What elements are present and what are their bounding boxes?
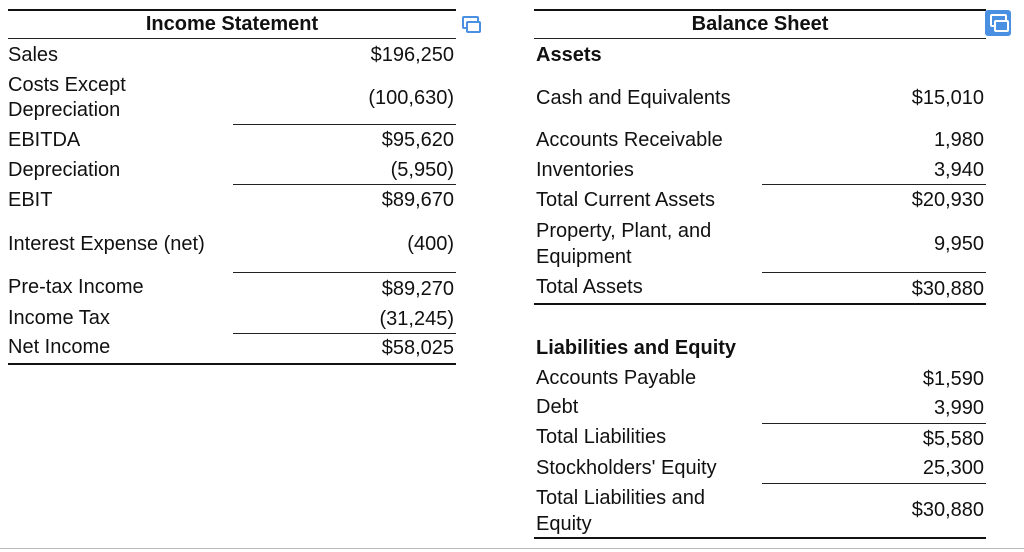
- ebitda-label: EBITDA: [8, 129, 81, 151]
- header-rule: [8, 38, 456, 39]
- cash-label: Cash and Equivalents: [536, 87, 731, 109]
- table-top-rule: [8, 9, 456, 11]
- subtotal-rule: [233, 124, 456, 125]
- inventories-value: 3,940: [933, 159, 984, 181]
- pretax-label: Pre-tax Income: [8, 276, 144, 298]
- subtotal-rule: [233, 184, 456, 185]
- subtotal-rule: [762, 272, 986, 273]
- ppe-label-line1: Property, Plant, and: [536, 220, 712, 242]
- tca-value: $20,930: [911, 189, 984, 211]
- frame-bottom-border: [0, 548, 1024, 549]
- depreciation-value: (5,950): [390, 159, 454, 181]
- assets-heading: Assets: [536, 44, 602, 66]
- ebit-value: $89,670: [381, 189, 454, 211]
- copy-icon[interactable]: [459, 14, 481, 34]
- net-income-value: $58,025: [381, 337, 454, 359]
- header-rule: [534, 38, 986, 39]
- sales-value: $196,250: [370, 44, 454, 66]
- tle-label-line1: Total Liabilities and: [536, 487, 705, 509]
- inventories-label: Inventories: [536, 159, 634, 181]
- ebit-label: EBIT: [8, 189, 53, 211]
- income-tax-label: Income Tax: [8, 307, 110, 329]
- subtotal-rule: [233, 272, 456, 273]
- total-liabilities-label: Total Liabilities: [536, 426, 667, 448]
- ap-label: Accounts Payable: [536, 367, 697, 389]
- table-top-rule: [534, 9, 986, 11]
- subtotal-rule: [762, 184, 986, 185]
- depreciation-label: Depreciation: [8, 159, 121, 181]
- costs-label-line2: Depreciation: [8, 99, 121, 121]
- ap-value: $1,590: [922, 368, 984, 390]
- tle-value: $30,880: [911, 499, 984, 521]
- total-assets-label: Total Assets: [536, 276, 643, 298]
- se-label: Stockholders' Equity: [536, 457, 717, 479]
- ar-label: Accounts Receivable: [536, 129, 723, 151]
- interest-value: (400): [407, 233, 454, 255]
- debt-value: 3,990: [933, 397, 984, 419]
- ebitda-value: $95,620: [381, 129, 454, 151]
- assets-bottom-rule: [534, 303, 986, 305]
- sales-label: Sales: [8, 44, 59, 66]
- cash-value: $15,010: [911, 87, 984, 109]
- copy-icon[interactable]: [985, 10, 1011, 36]
- pretax-value: $89,270: [381, 278, 454, 300]
- subtotal-rule: [762, 483, 986, 484]
- ppe-value: 9,950: [933, 233, 984, 255]
- tca-label: Total Current Assets: [536, 189, 715, 211]
- total-assets-value: $30,880: [911, 278, 984, 300]
- balance-sheet-title: Balance Sheet: [691, 13, 829, 35]
- interest-label: Interest Expense (net): [8, 233, 205, 255]
- costs-label-line1: Costs Except: [8, 74, 126, 96]
- liabilities-equity-heading: Liabilities and Equity: [536, 337, 737, 359]
- table-bottom-rule: [534, 537, 986, 539]
- ppe-label-line2: Equipment: [536, 246, 632, 268]
- se-value: 25,300: [922, 457, 984, 479]
- income-tax-value: (31,245): [379, 308, 454, 330]
- subtotal-rule: [762, 423, 986, 424]
- subtotal-rule: [233, 333, 456, 334]
- total-liabilities-value: $5,580: [922, 428, 984, 450]
- net-income-label: Net Income: [8, 336, 111, 358]
- income-statement-title: Income Statement: [145, 13, 319, 35]
- costs-value: (100,630): [368, 87, 454, 109]
- ar-value: 1,980: [933, 129, 984, 151]
- tle-label-line2: Equity: [536, 513, 592, 535]
- debt-label: Debt: [536, 396, 579, 418]
- table-bottom-rule: [8, 363, 456, 365]
